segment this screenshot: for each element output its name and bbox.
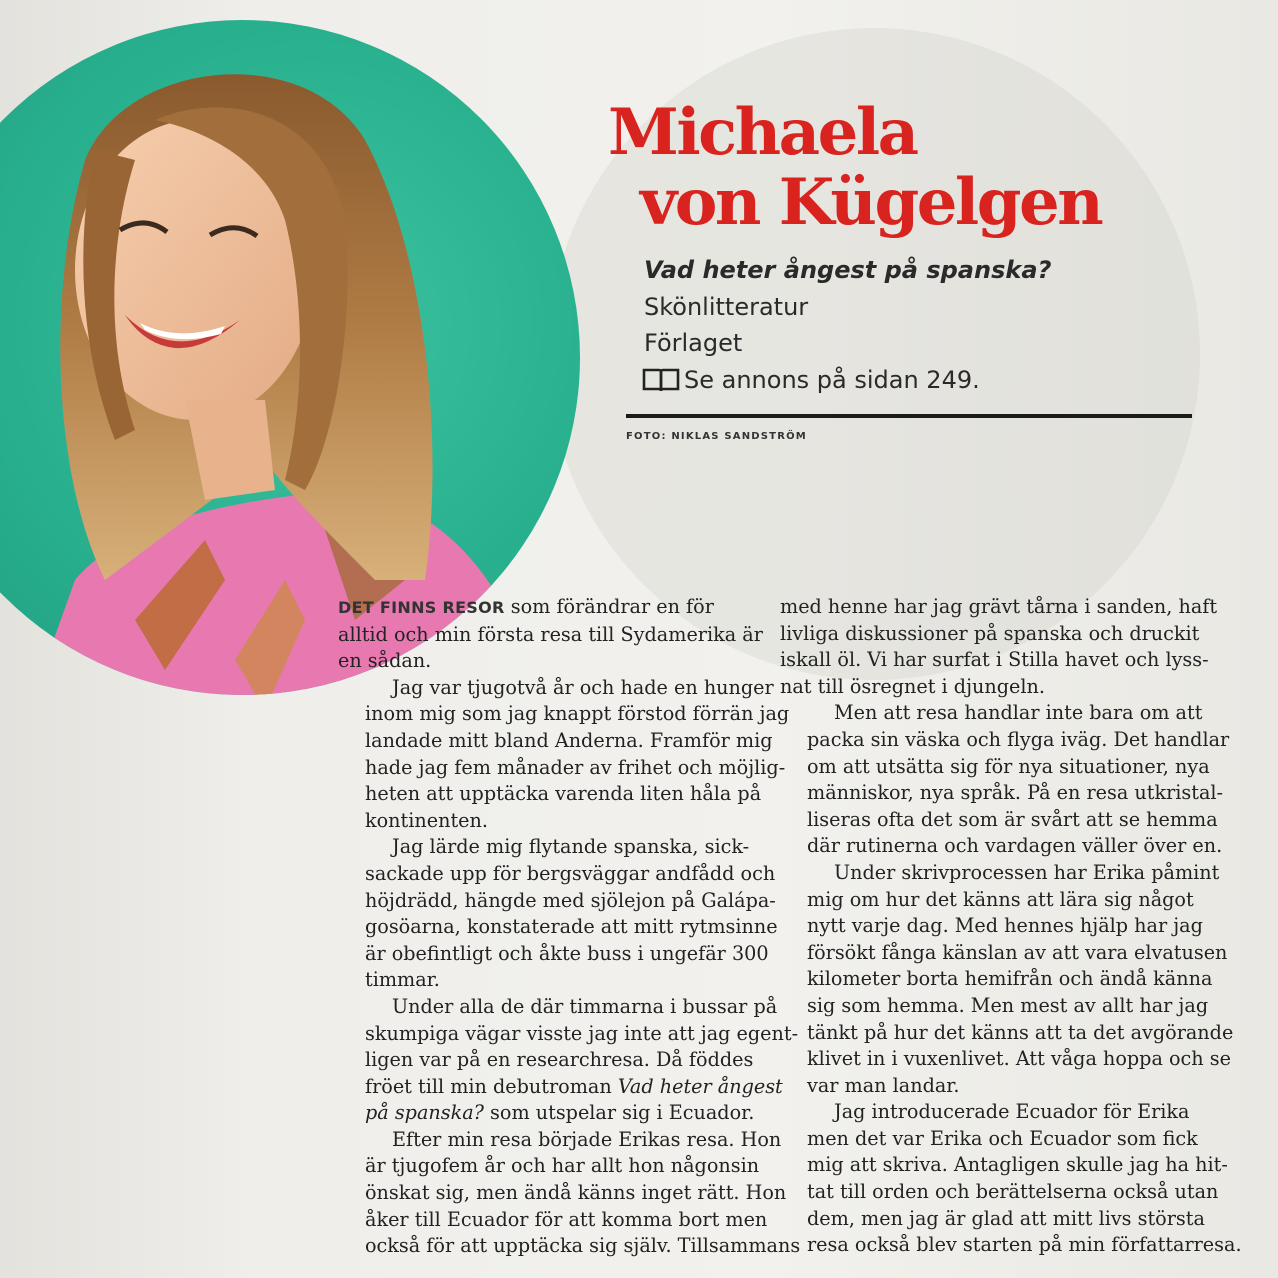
text-line: också för att upptäcka sig själv. Tillsammans xyxy=(365,1234,801,1258)
text-line: liseras ofta det som är svårt att se hemma xyxy=(807,807,1218,831)
text-line: Jag introducerade Ecuador för Erika xyxy=(834,1100,1190,1124)
text-line: ligen var på en researchresa. Då föddes xyxy=(365,1048,754,1072)
text-line: Men att resa handlar inte bara om att xyxy=(834,701,1203,725)
lead-in: DET FINNS RESOR xyxy=(338,598,505,617)
text-line: sackade upp för bergsväggar andfådd och xyxy=(365,861,776,885)
text-line: Jag lärde mig flytande spanska, sick- xyxy=(392,835,750,859)
paragraph xyxy=(338,675,790,835)
text-line: åker till Ecuador för att komma bort men xyxy=(365,1207,768,1231)
text-line: klivet in i vuxenlivet. Att våga hoppa och se xyxy=(807,1047,1231,1071)
text-line: dem, men jag är glad att mitt livs största xyxy=(807,1206,1205,1230)
author-name-title xyxy=(608,95,1102,240)
author-first-name: Michaela xyxy=(608,95,917,170)
text-line: resa också blev starten på min författarresa. xyxy=(807,1233,1242,1257)
text-line: som utspelar sig i Ecuador. xyxy=(483,1101,755,1125)
paragraph xyxy=(780,860,1234,1099)
book-title-inline: på spanska? xyxy=(365,1101,484,1125)
photo-credit: FOTO: NIKLAS SANDSTRÖM xyxy=(626,431,807,442)
text-line: fröet till min debutroman xyxy=(365,1074,618,1098)
text-line: timmar. xyxy=(365,968,440,992)
text-line: gosöarna, konstaterade att mitt rytmsinne xyxy=(365,915,778,939)
text-line: önskat sig, men ändå känns inget rätt. Hon xyxy=(365,1181,787,1205)
book-title: Vad heter ångest på spanska? xyxy=(644,256,1052,284)
text-line: heten att upptäcka varenda liten håla på xyxy=(365,782,762,806)
text-line: kilometer borta hemifrån och ändå känna xyxy=(807,967,1213,991)
paragraph xyxy=(338,834,778,994)
text-line: sig som hemma. Men mest av allt har jag xyxy=(807,993,1209,1017)
book-genre: Skönlitteratur xyxy=(644,292,809,321)
text-line: Jag var tjugotvå år och hade en hunger xyxy=(392,675,774,699)
ad-reference-text: Se annons på sidan 249. xyxy=(684,365,980,394)
text-line: var man landar. xyxy=(807,1073,960,1097)
text-line: men det var Erika och Ecuador som fick xyxy=(807,1126,1198,1150)
text-line: iskall öl. Vi har surfat i Stilla havet och lyss- xyxy=(780,648,1209,672)
ad-reference xyxy=(642,362,1049,399)
article-column-1 xyxy=(338,594,801,1260)
paragraph xyxy=(780,1099,1242,1259)
text-line: packa sin väska och flyga iväg. Det handlar xyxy=(807,727,1230,751)
text-line: hade jag fem månader av frihet och möjlig- xyxy=(365,755,786,779)
text-line: livliga diskussioner på spanska och druckit xyxy=(780,621,1200,645)
paragraph xyxy=(338,1127,801,1260)
text-line: med henne har jag grävt tårna i sanden, haft xyxy=(780,595,1218,618)
text-line: mig att skriva. Antagligen skulle jag ha hit- xyxy=(807,1153,1228,1177)
text-line: tänkt på hur det känns att ta det avgörande xyxy=(807,1020,1234,1044)
paragraph xyxy=(780,700,1230,860)
book-info xyxy=(644,252,1051,398)
text-line: inom mig som jag knappt förstod förrän jag xyxy=(365,702,790,726)
article-column-2 xyxy=(780,594,1242,1259)
text-line: tat till orden och berättelserna också utan xyxy=(807,1180,1219,1204)
text-line: alltid och min första resa till Sydamerika är xyxy=(338,622,763,646)
text-line: försökt fånga känslan av att vara elvatusen xyxy=(807,940,1228,964)
book-publisher: Förlaget xyxy=(644,329,743,357)
text-line: Efter min resa började Erikas resa. Hon xyxy=(392,1127,782,1151)
paragraph xyxy=(780,594,1218,700)
paragraph xyxy=(338,594,763,675)
book-icon xyxy=(642,367,680,393)
text-line: är tjugofem år och har allt hon någonsin xyxy=(365,1154,760,1178)
text-line: en sådan. xyxy=(338,649,432,673)
divider-rule xyxy=(626,414,1192,418)
author-last-name: von Kügelgen xyxy=(640,165,1102,240)
text-line: som förändrar en för xyxy=(504,595,714,618)
text-line: om att utsätta sig för nya situationer, nya xyxy=(807,754,1210,778)
text-line: är obefintligt och åkte buss i ungefär 300 xyxy=(365,941,769,965)
book-title-inline: Vad heter ångest xyxy=(617,1074,783,1098)
text-line: Under skrivprocessen har Erika påmint xyxy=(834,860,1220,884)
text-line: Under alla de där timmarna i bussar på xyxy=(392,994,778,1018)
bleed-through-text xyxy=(0,600,330,1278)
text-line: höjdrädd, hängde med sjölejon på Galápa- xyxy=(365,888,776,912)
text-line: skumpiga vägar visste jag inte att jag egent- xyxy=(365,1021,799,1045)
text-line: mig om hur det känns att lära sig något xyxy=(807,887,1194,911)
text-line: nat till ösregnet i djungeln. xyxy=(780,674,1045,698)
paragraph xyxy=(338,994,799,1127)
text-line: landade mitt bland Anderna. Framför mig xyxy=(365,728,773,752)
text-line: kontinenten. xyxy=(365,808,488,832)
text-line: nytt varje dag. Med hennes hjälp har jag xyxy=(807,914,1203,938)
text-line: där rutinerna och vardagen väller över en. xyxy=(807,834,1223,858)
text-line: människor, nya språk. På en resa utkristal- xyxy=(807,781,1224,805)
